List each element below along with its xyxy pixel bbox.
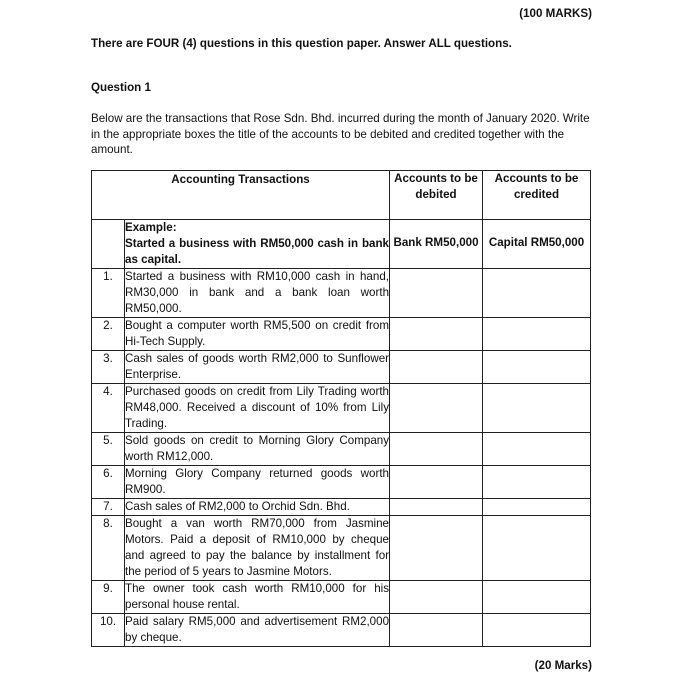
credit-answer-box[interactable] xyxy=(483,269,591,318)
example-description xyxy=(125,220,390,269)
row-number: 8. xyxy=(92,516,125,581)
total-marks: (100 MARKS) xyxy=(519,7,592,20)
debit-answer-box[interactable] xyxy=(390,433,483,466)
row-transaction: Purchased goods on credit from Lily Trading worth RM48,000. Received a discount of 10% from Lily Trading. xyxy=(125,384,390,433)
debit-answer-box[interactable] xyxy=(390,384,483,433)
row-number: 4. xyxy=(92,384,125,433)
debit-answer-box[interactable] xyxy=(390,581,483,614)
credit-answer-box[interactable] xyxy=(483,433,591,466)
row-number: 10. xyxy=(92,614,125,647)
row-number: 3. xyxy=(92,351,125,384)
row-transaction: Started a business with RM10,000 cash in hand, RM30,000 in bank and a bank loan worth RM50,000. xyxy=(125,269,390,318)
debit-answer-box[interactable] xyxy=(390,318,483,351)
question-title: Question 1 xyxy=(91,81,151,94)
example-row xyxy=(92,220,591,269)
table-row xyxy=(92,384,591,433)
example-text: Started a business with RM50,000 cash in bank as capital. xyxy=(125,237,390,266)
table-header-row xyxy=(92,171,591,220)
debit-answer-box[interactable] xyxy=(390,614,483,647)
credit-answer-box[interactable] xyxy=(483,516,591,581)
credit-answer-box[interactable] xyxy=(483,466,591,499)
debit-answer-box[interactable] xyxy=(390,269,483,318)
exam-instruction: There are FOUR (4) questions in this question paper. Answer ALL questions. xyxy=(91,37,512,50)
table-row xyxy=(92,499,591,516)
row-transaction: Sold goods on credit to Morning Glory Company worth RM12,000. xyxy=(125,433,390,466)
table-row xyxy=(92,614,591,647)
header-debited: Accounts to be debited xyxy=(390,171,483,220)
credit-answer-box[interactable] xyxy=(483,318,591,351)
header-credited: Accounts to be credited xyxy=(483,171,591,220)
debit-answer-box[interactable] xyxy=(390,499,483,516)
question-marks: (20 Marks) xyxy=(534,659,592,672)
row-transaction: The owner took cash worth RM10,000 for his personal house rental. xyxy=(125,581,390,614)
table-row xyxy=(92,516,591,581)
question-intro: Below are the transactions that Rose Sdn. Bhd. incurred during the month of January 2020. Write in the appropriate boxes the title of the accounts to be debited and credited together with the amount. xyxy=(91,112,590,156)
table-row xyxy=(92,466,591,499)
debit-answer-box[interactable] xyxy=(390,351,483,384)
header-transactions: Accounting Transactions xyxy=(92,171,390,220)
example-label: Example: xyxy=(125,221,177,234)
table-row xyxy=(92,433,591,466)
row-transaction: Paid salary RM5,000 and advertisement RM2,000 by cheque. xyxy=(125,614,390,647)
example-credit: Capital RM50,000 xyxy=(483,220,591,269)
table-row xyxy=(92,269,591,318)
transactions-table xyxy=(91,170,591,647)
credit-answer-box[interactable] xyxy=(483,384,591,433)
row-transaction: Cash sales of RM2,000 to Orchid Sdn. Bhd. xyxy=(125,499,390,516)
row-transaction: Cash sales of goods worth RM2,000 to Sunflower Enterprise. xyxy=(125,351,390,384)
row-transaction: Bought a computer worth RM5,500 on credit from Hi-Tech Supply. xyxy=(125,318,390,351)
row-number: 1. xyxy=(92,269,125,318)
row-number: 5. xyxy=(92,433,125,466)
row-number: 7. xyxy=(92,499,125,516)
table-row xyxy=(92,318,591,351)
debit-answer-box[interactable] xyxy=(390,516,483,581)
credit-answer-box[interactable] xyxy=(483,499,591,516)
row-transaction: Morning Glory Company returned goods worth RM900. xyxy=(125,466,390,499)
table-row xyxy=(92,581,591,614)
credit-answer-box[interactable] xyxy=(483,614,591,647)
example-number-cell xyxy=(92,220,125,269)
credit-answer-box[interactable] xyxy=(483,351,591,384)
row-number: 6. xyxy=(92,466,125,499)
row-number: 9. xyxy=(92,581,125,614)
row-transaction: Bought a van worth RM70,000 from Jasmine Motors. Paid a deposit of RM10,000 by cheque and agreed to pay the balance by installment for the period of 5 years to Jasmine Motors. xyxy=(125,516,390,581)
row-number: 2. xyxy=(92,318,125,351)
debit-answer-box[interactable] xyxy=(390,466,483,499)
example-debit: Bank RM50,000 xyxy=(390,220,483,269)
credit-answer-box[interactable] xyxy=(483,581,591,614)
table-row xyxy=(92,351,591,384)
